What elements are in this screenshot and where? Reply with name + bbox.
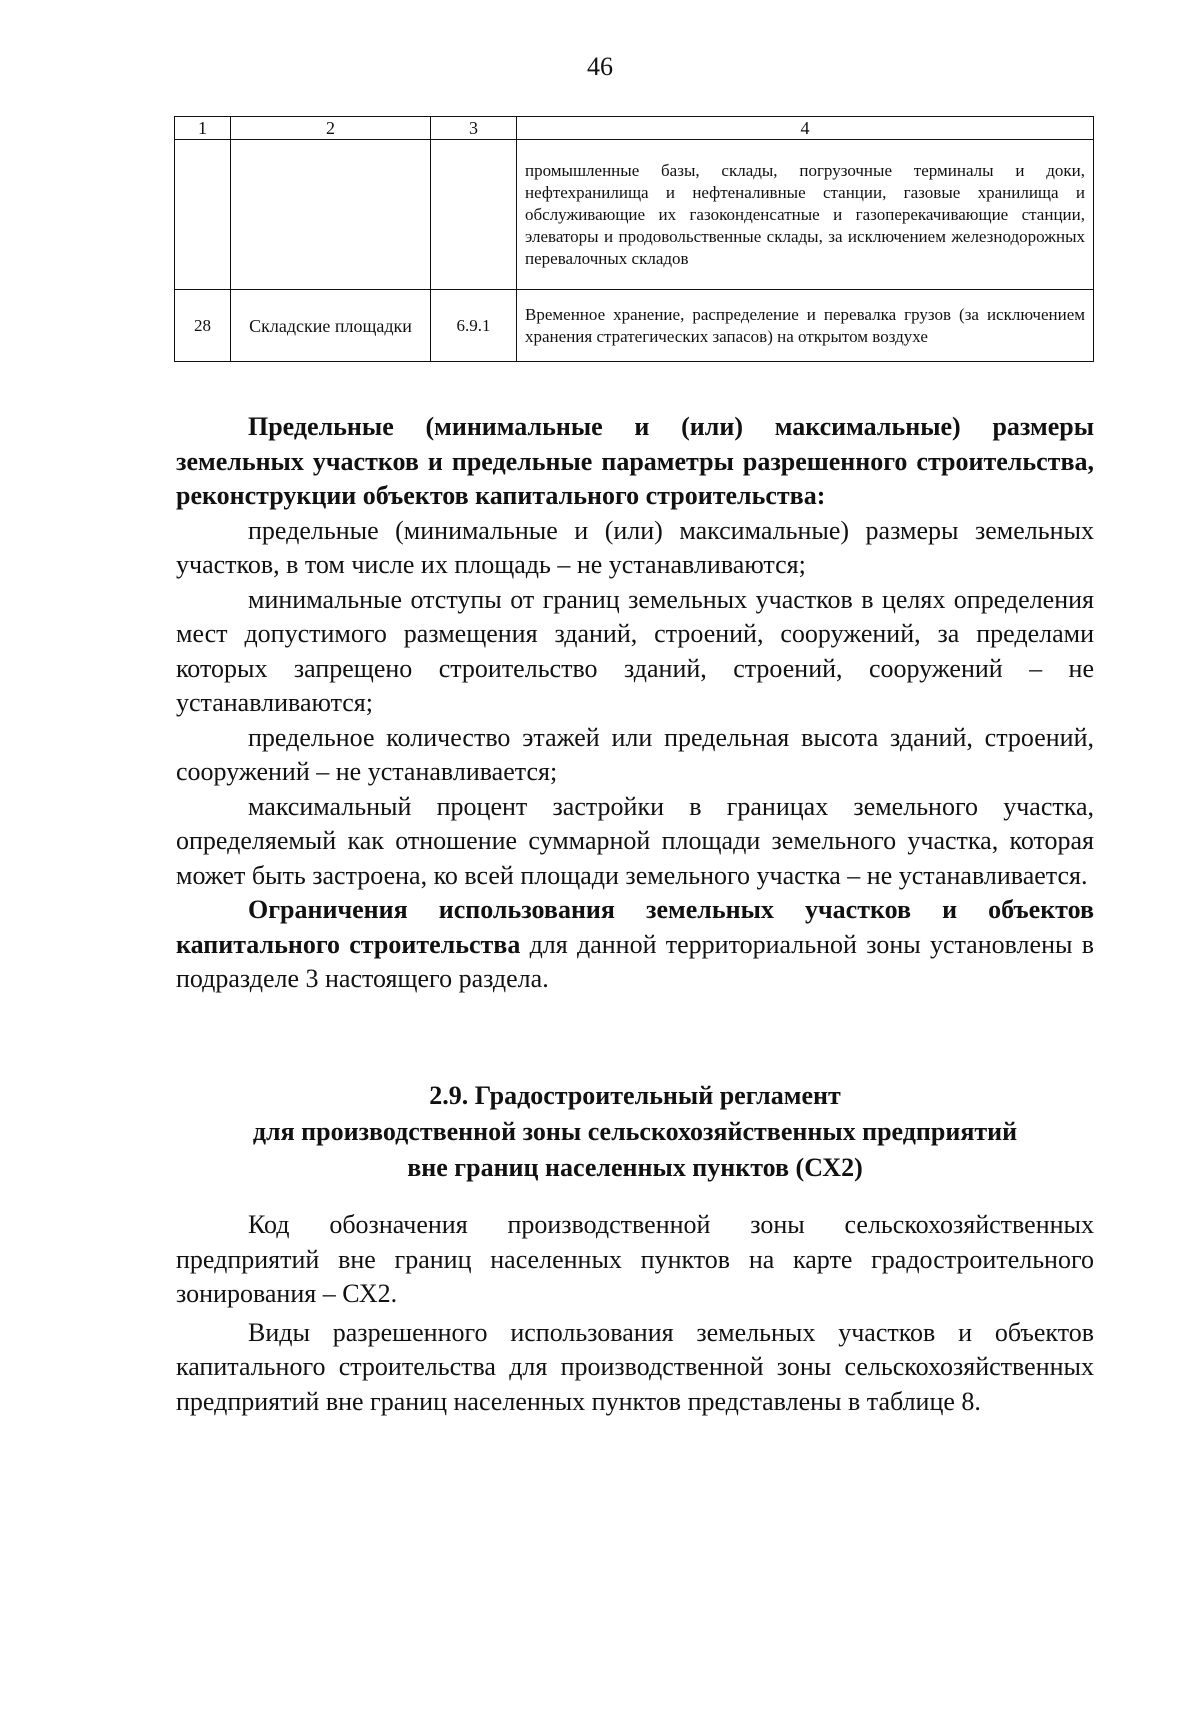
land-use-table — [174, 116, 1094, 362]
paragraph: Код обозначения производственной зоны сельскохозяйственных предприятий вне границ населенных пунктов на карте градостроительного зонирования – СХ2. — [176, 1210, 1094, 1308]
table-row — [175, 290, 1094, 362]
table-row — [175, 140, 1094, 290]
paragraph: минимальные отступы от границ земельных участков в целях определения мест допустимого размещения зданий, строений, сооружений, за пределами которых запрещено строительство зданий, строений, сооружений – не устанавливаются; — [176, 584, 1094, 717]
use-type-name: Складские площадки — [231, 290, 431, 362]
restrictions-text: для данной территориальной зоны установлены в подразделе 3 настоящего раздела. — [176, 929, 1094, 993]
use-type-description: Временное хранение, распределение и перевалка грузов (за исключением хранения стратегических запасов) на открытом воздухе — [517, 290, 1094, 362]
table-header-cell: 2 — [231, 117, 431, 140]
use-type-name — [231, 140, 431, 290]
table-header-row — [175, 117, 1094, 140]
row-number: 28 — [175, 290, 231, 362]
heading-line: 2.9. Градостроительный регламент — [429, 1081, 841, 1110]
paragraph: Виды разрешенного использования земельных участков и объектов капитального строительства для производственной зоны сельскохозяйственных предприятий вне границ населенных пунктов представлены в таблице 8. — [176, 1317, 1094, 1416]
section-heading — [176, 1078, 1094, 1186]
section-title: Предельные (минимальные и (или) максимальные) размеры земельных участков и предельные параметры разрешенного строительства, реконструкции объектов капитального строительства: — [176, 412, 1094, 510]
paragraph: предельное количество этажей или предельная высота зданий, строений, сооружений – не устанавливается; — [176, 722, 1094, 786]
use-type-code — [431, 140, 517, 290]
paragraph: предельные (минимальные и (или) максимальные) размеры земельных участков, в том числе их площадь – не устанавливаются; — [176, 515, 1094, 579]
table-header-cell: 3 — [431, 117, 517, 140]
heading-line: вне границ населенных пунктов (СХ2) — [407, 1153, 863, 1182]
page-number: 46 — [587, 52, 613, 81]
restrictions-paragraph — [176, 893, 1094, 997]
row-number — [175, 140, 231, 290]
limits-section — [176, 410, 1094, 997]
use-type-description: промышленные базы, склады, погрузочные терминалы и доки, нефтехранилища и нефтеналивные станции, газовые хранилища и обслуживающие их газоконденсатные и газоперекачивающие станции, элеваторы и продовольственные склады, за исключением железнодорожных перевалочных складов — [517, 140, 1094, 290]
table-header-cell: 4 — [517, 117, 1094, 140]
use-type-code: 6.9.1 — [431, 290, 517, 362]
restrictions-bold-text: Ограничения использования земельных участков и объектов капитального строительства — [176, 895, 1094, 959]
table-header-cell: 1 — [175, 117, 231, 140]
paragraph: максимальный процент застройки в границах земельного участка, определяемый как отношение суммарной площади земельного участка, которая может быть застроена, ко всей площади земельного участка – не устанавливается. — [176, 791, 1094, 890]
heading-line: для производственной зоны сельскохозяйственных предприятий — [252, 1117, 1018, 1146]
zone-section — [176, 1208, 1094, 1419]
